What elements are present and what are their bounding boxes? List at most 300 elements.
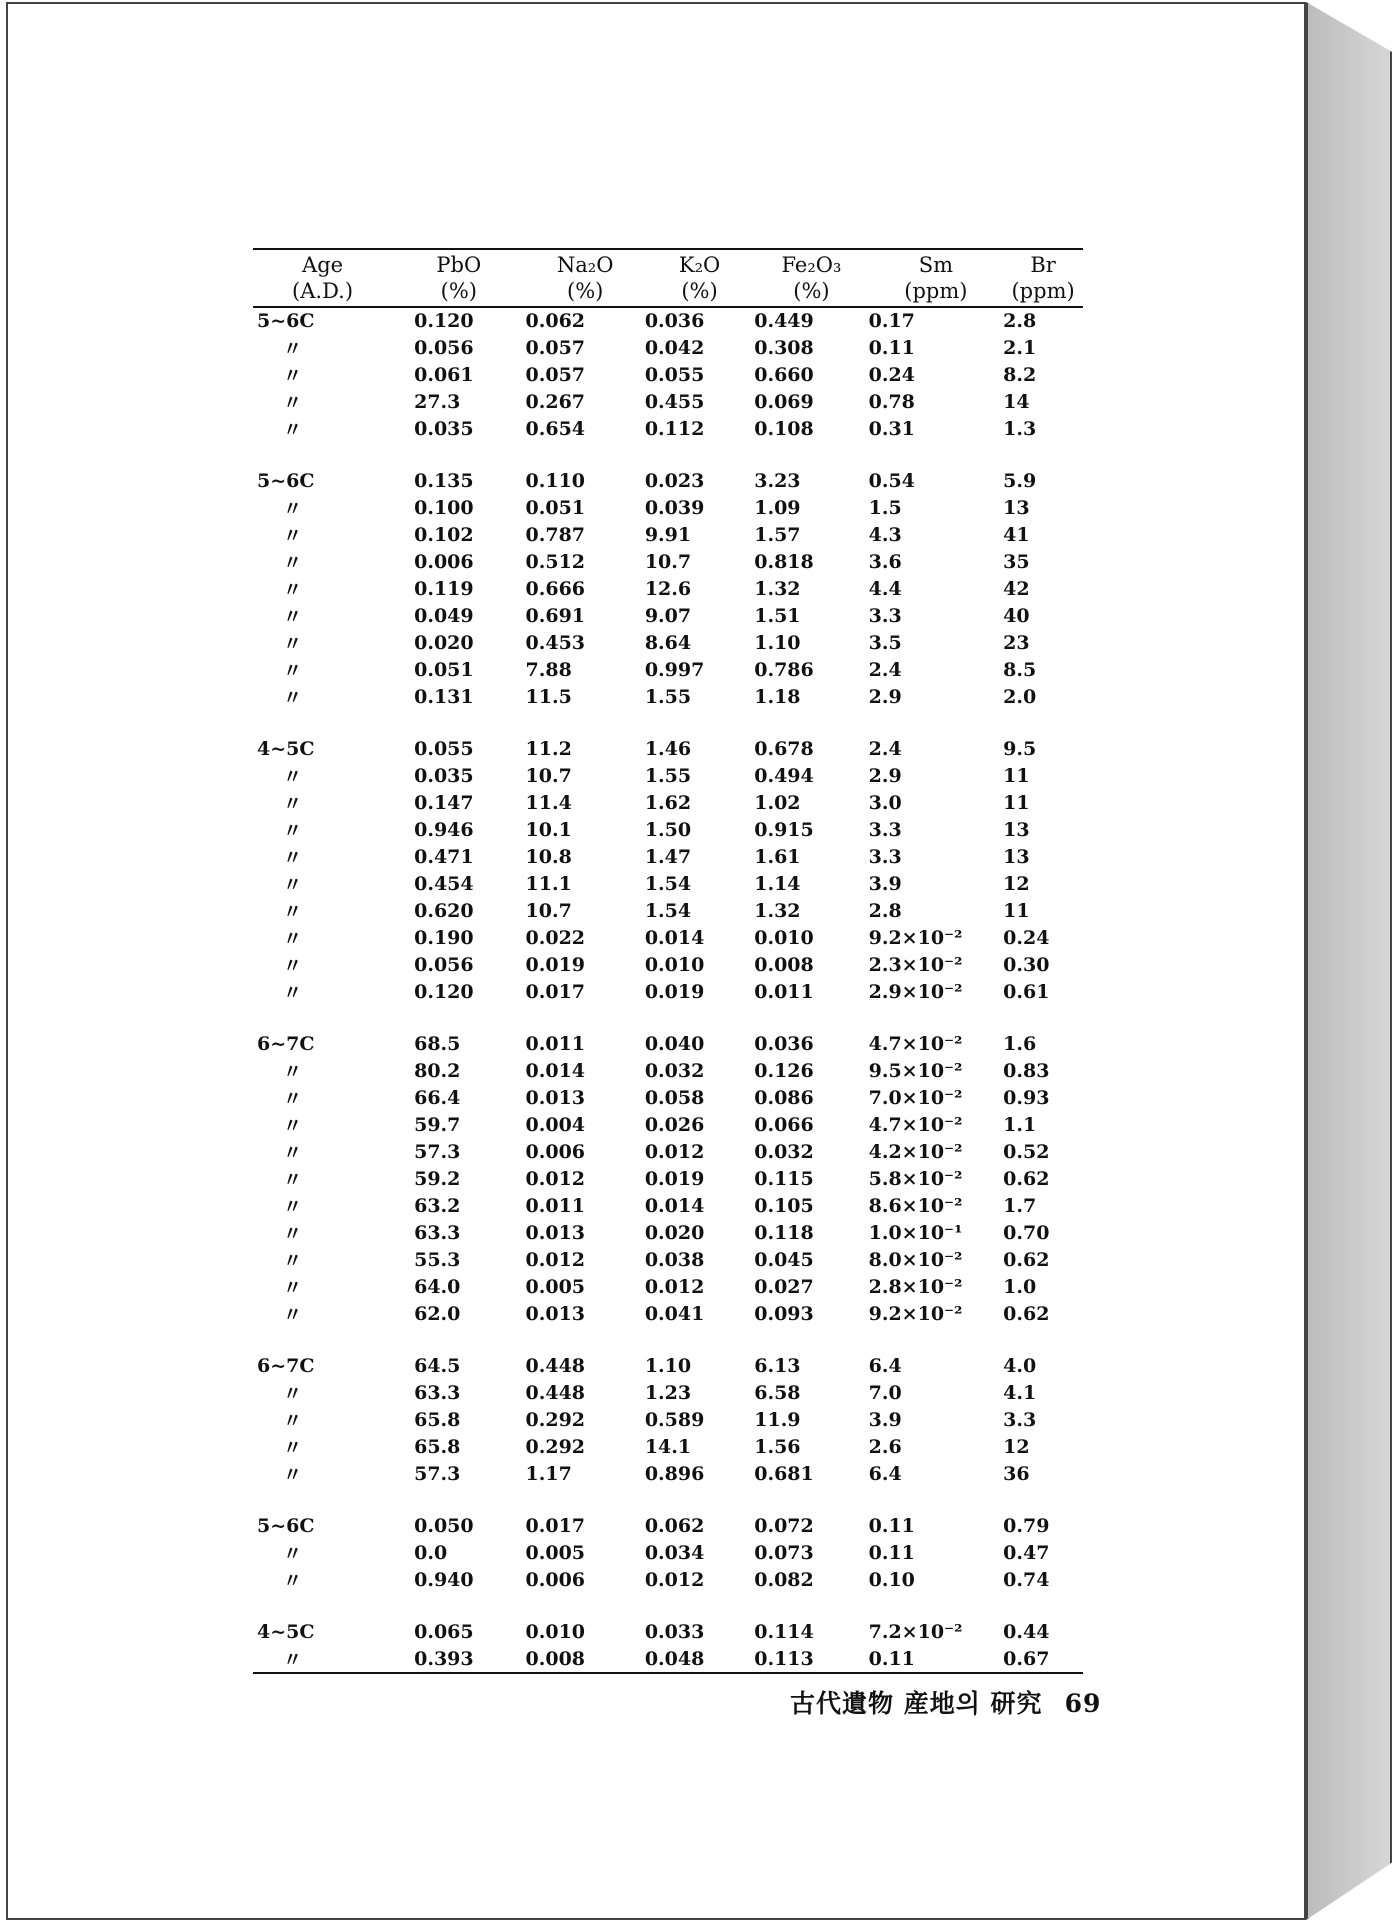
page-number: 69 bbox=[1064, 1689, 1102, 1718]
cell-k2o: 0.038 bbox=[644, 1248, 705, 1271]
cell-fe2o3: 0.126 bbox=[754, 1059, 814, 1082]
group-spacer bbox=[253, 1593, 1083, 1619]
cell-age: 〃 bbox=[283, 1115, 303, 1137]
cell-na2o: 0.011 bbox=[525, 1194, 586, 1217]
cell-pbo: 0.102 bbox=[414, 523, 474, 546]
cell-age: 〃 bbox=[283, 660, 303, 682]
cell-fe2o3: 0.113 bbox=[754, 1645, 868, 1673]
cell-pbo: 0.051 bbox=[414, 658, 474, 681]
cell-na2o: 0.062 bbox=[525, 310, 586, 332]
cell-pbo: 0.120 bbox=[414, 980, 474, 1003]
cell-sm: 2.4 bbox=[868, 658, 902, 681]
header-sm bbox=[869, 249, 1004, 307]
table-row bbox=[253, 897, 1083, 924]
cell-fe2o3: 0.818 bbox=[754, 550, 814, 573]
cell-k2o: 0.112 bbox=[644, 417, 705, 440]
table-row bbox=[253, 1513, 1083, 1539]
table-row bbox=[253, 1273, 1083, 1300]
cell-age: 〃 bbox=[283, 419, 303, 441]
cell-br: 3.3 bbox=[1003, 1408, 1037, 1431]
table-row bbox=[253, 924, 1083, 951]
cell-br: 4.0 bbox=[1003, 1355, 1037, 1377]
header-na2o-unit: (%) bbox=[567, 279, 604, 303]
table-row bbox=[253, 1619, 1083, 1645]
cell-na2o: 0.013 bbox=[525, 1221, 586, 1244]
table-row bbox=[253, 1111, 1083, 1138]
cell-na2o: 0.004 bbox=[525, 1113, 586, 1136]
cell-sm: 0.10 bbox=[868, 1568, 915, 1591]
cell-pbo: 0.100 bbox=[414, 496, 474, 519]
cell-age: 〃 bbox=[283, 687, 303, 709]
cell-age: 〃 bbox=[283, 847, 303, 869]
table-row bbox=[253, 602, 1083, 629]
cell-na2o: 0.013 bbox=[525, 1302, 586, 1325]
cell-fe2o3: 0.308 bbox=[754, 336, 814, 359]
cell-k2o: 0.010 bbox=[644, 953, 705, 976]
cell-fe2o3: 1.51 bbox=[754, 604, 801, 627]
cell-pbo: 0.020 bbox=[414, 631, 474, 654]
header-br-title: Br bbox=[1030, 253, 1056, 277]
cell-pbo: 65.8 bbox=[414, 1408, 461, 1431]
cell-pbo: 0.393 bbox=[392, 1645, 525, 1673]
table-header bbox=[253, 249, 1083, 307]
cell-na2o: 11.1 bbox=[525, 872, 572, 895]
cell-age: 4~5C bbox=[257, 1621, 315, 1643]
cell-br: 1.6 bbox=[1003, 1033, 1037, 1055]
cell-fe2o3: 0.678 bbox=[754, 738, 814, 760]
header-row bbox=[253, 249, 1083, 307]
table-row bbox=[253, 816, 1083, 843]
cell-pbo: 0.055 bbox=[414, 738, 474, 760]
cell-na2o: 0.453 bbox=[525, 631, 586, 654]
cell-na2o: 0.012 bbox=[525, 1167, 586, 1190]
cell-br: 13 bbox=[1003, 496, 1030, 519]
cell-age: 5~6C bbox=[257, 310, 315, 332]
table-row bbox=[253, 1031, 1083, 1057]
cell-pbo: 0.035 bbox=[414, 417, 474, 440]
cell-k2o: 0.058 bbox=[644, 1086, 705, 1109]
cell-sm: 6.4 bbox=[868, 1462, 902, 1485]
table-row bbox=[253, 334, 1083, 361]
cell-age: 6~7C bbox=[257, 1033, 315, 1055]
cell-br: 2.0 bbox=[1003, 685, 1037, 708]
running-title: 古代遺物 産地의 研究 bbox=[790, 1689, 1043, 1718]
cell-br: 4.1 bbox=[1003, 1381, 1037, 1404]
table-row bbox=[253, 468, 1083, 494]
cell-fe2o3: 0.069 bbox=[754, 390, 814, 413]
cell-k2o: 0.012 bbox=[644, 1140, 705, 1163]
cell-br: 9.5 bbox=[1003, 738, 1037, 760]
cell-na2o: 0.014 bbox=[525, 1059, 586, 1082]
cell-sm: 7.0×10⁻² bbox=[868, 1086, 963, 1109]
cell-sm: 4.7×10⁻² bbox=[868, 1033, 963, 1055]
table-row bbox=[253, 1084, 1083, 1111]
cell-age: 〃 bbox=[283, 1437, 303, 1459]
cell-age: 〃 bbox=[283, 1383, 303, 1405]
cell-sm: 3.5 bbox=[868, 631, 902, 654]
cell-br: 11 bbox=[1003, 791, 1030, 814]
cell-age: 〃 bbox=[283, 1543, 303, 1565]
cell-pbo: 0.190 bbox=[414, 926, 474, 949]
cell-k2o: 1.47 bbox=[644, 845, 692, 868]
cell-sm: 2.4 bbox=[868, 738, 902, 760]
cell-br: 1.7 bbox=[1003, 1194, 1037, 1217]
cell-k2o: 0.040 bbox=[644, 1033, 705, 1055]
cell-pbo: 66.4 bbox=[414, 1086, 461, 1109]
cell-k2o: 0.896 bbox=[644, 1462, 705, 1485]
cell-br: 0.30 bbox=[1003, 953, 1050, 976]
cell-pbo: 0.061 bbox=[414, 363, 474, 386]
cell-fe2o3: 0.045 bbox=[754, 1248, 814, 1271]
cell-na2o: 0.292 bbox=[525, 1408, 586, 1431]
cell-sm: 9.5×10⁻² bbox=[868, 1059, 963, 1082]
cell-br: 13 bbox=[1003, 818, 1030, 841]
cell-k2o: 0.034 bbox=[644, 1541, 705, 1564]
cell-sm: 0.17 bbox=[868, 310, 915, 332]
table-row bbox=[253, 1460, 1083, 1487]
cell-na2o: 0.013 bbox=[525, 1086, 586, 1109]
group-spacer-cell bbox=[253, 1487, 1083, 1513]
cell-br: 0.79 bbox=[1003, 1515, 1050, 1537]
cell-age: 〃 bbox=[283, 498, 303, 520]
cell-age: 〃 bbox=[283, 982, 303, 1004]
cell-k2o: 1.23 bbox=[644, 1381, 692, 1404]
group-spacer bbox=[253, 1005, 1083, 1031]
cell-br: 0.44 bbox=[1003, 1621, 1050, 1643]
cell-na2o: 0.512 bbox=[525, 550, 586, 573]
cell-k2o: 0.014 bbox=[644, 926, 705, 949]
cell-pbo: 0.471 bbox=[414, 845, 474, 868]
header-na2o-title: Na₂O bbox=[556, 253, 614, 277]
cell-k2o: 0.020 bbox=[644, 1221, 705, 1244]
cell-age: 〃 bbox=[283, 552, 303, 574]
cell-k2o: 0.026 bbox=[644, 1113, 705, 1136]
cell-br: 23 bbox=[1003, 631, 1030, 654]
cell-br: 8.5 bbox=[1003, 658, 1037, 681]
cell-k2o: 0.048 bbox=[645, 1645, 754, 1673]
cell-pbo: 59.2 bbox=[414, 1167, 461, 1190]
cell-na2o: 0.292 bbox=[525, 1435, 586, 1458]
cell-br: 0.70 bbox=[1003, 1221, 1050, 1244]
cell-pbo: 0.119 bbox=[414, 577, 474, 600]
cell-k2o: 0.019 bbox=[644, 1167, 705, 1190]
table-row bbox=[253, 843, 1083, 870]
cell-na2o: 7.88 bbox=[525, 658, 572, 681]
cell-fe2o3: 0.494 bbox=[754, 764, 814, 787]
cell-k2o: 1.54 bbox=[644, 872, 692, 895]
cell-sm: 0.31 bbox=[868, 417, 915, 440]
cell-na2o: 0.012 bbox=[525, 1248, 586, 1271]
cell-fe2o3: 1.10 bbox=[754, 631, 801, 654]
table-body bbox=[253, 307, 1083, 1673]
cell-fe2o3: 0.008 bbox=[754, 953, 814, 976]
cell-pbo: 0.131 bbox=[414, 685, 474, 708]
cell-na2o: 0.787 bbox=[525, 523, 586, 546]
cell-na2o: 0.008 bbox=[526, 1645, 645, 1673]
cell-fe2o3: 0.066 bbox=[754, 1113, 814, 1136]
cell-pbo: 68.5 bbox=[414, 1033, 461, 1055]
cell-fe2o3: 0.786 bbox=[754, 658, 814, 681]
table-row bbox=[253, 1645, 1083, 1673]
cell-k2o: 0.041 bbox=[644, 1302, 705, 1325]
cell-fe2o3: 0.915 bbox=[754, 818, 814, 841]
cell-pbo: 0.0 bbox=[414, 1541, 448, 1564]
cell-k2o: 0.019 bbox=[644, 980, 705, 1003]
cell-na2o: 11.4 bbox=[525, 791, 572, 814]
cell-sm: 4.3 bbox=[868, 523, 902, 546]
cell-age: 〃 bbox=[283, 874, 303, 896]
table-row bbox=[253, 361, 1083, 388]
cell-age: 〃 bbox=[283, 901, 303, 923]
table-row bbox=[253, 870, 1083, 897]
cell-na2o: 0.691 bbox=[525, 604, 586, 627]
cell-age: 〃 bbox=[283, 1088, 303, 1110]
header-br bbox=[1003, 249, 1083, 307]
cell-k2o: 12.6 bbox=[644, 577, 692, 600]
cell-na2o: 0.006 bbox=[525, 1140, 586, 1163]
cell-br: 11 bbox=[1003, 764, 1030, 787]
cell-fe2o3: 1.56 bbox=[754, 1435, 801, 1458]
cell-br: 0.62 bbox=[1003, 1302, 1050, 1325]
cell-br: 1.3 bbox=[1003, 417, 1037, 440]
table-row bbox=[253, 736, 1083, 762]
cell-sm: 3.9 bbox=[868, 872, 902, 895]
cell-sm: 2.6 bbox=[868, 1435, 902, 1458]
cell-br: 36 bbox=[1003, 1462, 1030, 1485]
cell-age: 〃 bbox=[283, 1061, 303, 1083]
cell-fe2o3: 11.9 bbox=[754, 1408, 801, 1431]
cell-k2o: 1.54 bbox=[644, 899, 692, 922]
cell-sm: 7.0 bbox=[868, 1381, 902, 1404]
table-row bbox=[253, 789, 1083, 816]
cell-age: 〃 bbox=[283, 525, 303, 547]
cell-fe2o3: 0.681 bbox=[754, 1462, 814, 1485]
cell-age: 〃 bbox=[283, 392, 303, 414]
group-spacer-cell bbox=[253, 1005, 1083, 1031]
cell-age: 〃 bbox=[283, 1570, 303, 1592]
cell-pbo: 0.056 bbox=[414, 953, 474, 976]
cell-fe2o3: 0.115 bbox=[754, 1167, 814, 1190]
table-row bbox=[253, 548, 1083, 575]
cell-age: 4~5C bbox=[257, 738, 315, 760]
cell-pbo: 0.006 bbox=[414, 550, 474, 573]
cell-na2o: 0.267 bbox=[525, 390, 586, 413]
table-row bbox=[253, 629, 1083, 656]
table-row bbox=[253, 307, 1083, 334]
cell-age: 〃 bbox=[283, 579, 303, 601]
cell-pbo: 63.3 bbox=[414, 1221, 461, 1244]
cell-sm: 2.8 bbox=[868, 899, 902, 922]
cell-sm: 3.6 bbox=[868, 550, 902, 573]
cell-sm: 2.8×10⁻² bbox=[868, 1275, 963, 1298]
cell-age: 〃 bbox=[283, 1142, 303, 1164]
cell-br: 0.24 bbox=[1003, 926, 1050, 949]
cell-k2o: 1.10 bbox=[644, 1355, 692, 1377]
table-row bbox=[253, 1165, 1083, 1192]
page-footer bbox=[790, 1684, 1101, 1720]
cell-br: 2.8 bbox=[1003, 310, 1037, 332]
cell-sm: 2.9 bbox=[868, 764, 902, 787]
cell-k2o: 1.46 bbox=[644, 738, 692, 760]
group-spacer-cell bbox=[253, 442, 1083, 468]
cell-sm: 9.2×10⁻² bbox=[868, 926, 963, 949]
cell-pbo: 0.940 bbox=[414, 1568, 474, 1591]
header-fe2o3-unit: (%) bbox=[793, 279, 830, 303]
cell-na2o: 0.010 bbox=[525, 1621, 586, 1643]
cell-k2o: 1.55 bbox=[644, 685, 692, 708]
cell-age: 〃 bbox=[283, 1250, 303, 1272]
cell-age: 〃 bbox=[283, 793, 303, 815]
cell-pbo: 64.0 bbox=[414, 1275, 461, 1298]
cell-na2o: 0.005 bbox=[525, 1541, 586, 1564]
cell-fe2o3: 0.027 bbox=[754, 1275, 814, 1298]
cell-br: 11 bbox=[1003, 899, 1030, 922]
cell-k2o: 0.012 bbox=[644, 1568, 705, 1591]
cell-sm: 0.78 bbox=[868, 390, 915, 413]
cell-sm: 8.6×10⁻² bbox=[868, 1194, 963, 1217]
cell-pbo: 0.620 bbox=[414, 899, 474, 922]
cell-na2o: 1.17 bbox=[525, 1462, 572, 1485]
group-spacer-cell bbox=[253, 710, 1083, 736]
cell-age: 〃 bbox=[253, 1645, 392, 1673]
cell-sm: 3.3 bbox=[868, 818, 902, 841]
header-age-title: Age bbox=[302, 253, 344, 277]
cell-k2o: 9.07 bbox=[644, 604, 692, 627]
cell-k2o: 0.023 bbox=[644, 470, 705, 492]
cell-na2o: 0.006 bbox=[525, 1568, 586, 1591]
cell-na2o: 10.8 bbox=[525, 845, 572, 868]
group-spacer bbox=[253, 1327, 1083, 1353]
header-fe2o3-title: Fe₂O₃ bbox=[781, 253, 842, 277]
group-spacer-cell bbox=[253, 1327, 1083, 1353]
cell-age: 6~7C bbox=[257, 1355, 315, 1377]
cell-fe2o3: 1.61 bbox=[754, 845, 801, 868]
cell-k2o: 8.64 bbox=[644, 631, 692, 654]
cell-br: 2.1 bbox=[1003, 336, 1037, 359]
cell-k2o: 0.012 bbox=[644, 1275, 705, 1298]
cell-age: 〃 bbox=[283, 633, 303, 655]
cell-k2o: 9.91 bbox=[644, 523, 692, 546]
cell-na2o: 10.1 bbox=[525, 818, 572, 841]
cell-k2o: 0.033 bbox=[644, 1621, 705, 1643]
cell-br: 35 bbox=[1003, 550, 1030, 573]
cell-fe2o3: 0.072 bbox=[754, 1515, 814, 1537]
cell-br: 0.62 bbox=[1003, 1248, 1050, 1271]
table-row bbox=[253, 415, 1083, 442]
cell-sm: 4.4 bbox=[868, 577, 902, 600]
cell-pbo: 0.056 bbox=[414, 336, 474, 359]
header-pbo-unit: (%) bbox=[440, 279, 477, 303]
table-row bbox=[253, 1219, 1083, 1246]
table-row bbox=[253, 494, 1083, 521]
table-row bbox=[253, 951, 1083, 978]
cell-pbo: 0.049 bbox=[414, 604, 474, 627]
cell-sm: 0.11 bbox=[868, 336, 915, 359]
cell-age: 〃 bbox=[283, 1277, 303, 1299]
cell-k2o: 0.055 bbox=[644, 363, 705, 386]
cell-sm: 1.5 bbox=[868, 496, 902, 519]
cell-pbo: 80.2 bbox=[414, 1059, 461, 1082]
cell-br: 13 bbox=[1003, 845, 1030, 868]
cell-fe2o3: 1.09 bbox=[754, 496, 801, 519]
cell-na2o: 0.666 bbox=[525, 577, 586, 600]
cell-k2o: 0.997 bbox=[644, 658, 705, 681]
cell-sm: 0.11 bbox=[868, 1515, 915, 1537]
cell-na2o: 10.7 bbox=[525, 899, 572, 922]
cell-br: 0.74 bbox=[1003, 1568, 1050, 1591]
table-row bbox=[253, 1566, 1083, 1593]
table-row bbox=[253, 762, 1083, 789]
cell-sm: 0.24 bbox=[868, 363, 915, 386]
group-spacer bbox=[253, 442, 1083, 468]
table-row bbox=[253, 1246, 1083, 1273]
cell-age: 〃 bbox=[283, 365, 303, 387]
cell-na2o: 0.017 bbox=[525, 1515, 586, 1537]
cell-k2o: 0.032 bbox=[644, 1059, 705, 1082]
cell-fe2o3: 0.108 bbox=[754, 417, 814, 440]
cell-pbo: 0.454 bbox=[414, 872, 474, 895]
group-spacer bbox=[253, 710, 1083, 736]
table-row bbox=[253, 978, 1083, 1005]
cell-sm: 0.11 bbox=[868, 1541, 915, 1564]
header-pbo bbox=[392, 249, 525, 307]
cell-age: 〃 bbox=[283, 955, 303, 977]
cell-fe2o3: 0.105 bbox=[754, 1194, 814, 1217]
cell-sm: 9.2×10⁻² bbox=[868, 1302, 963, 1325]
cell-pbo: 0.135 bbox=[414, 470, 474, 492]
page-edge bbox=[1306, 2, 1392, 1920]
group-spacer-cell bbox=[253, 1593, 1083, 1619]
table-row bbox=[253, 656, 1083, 683]
cell-fe2o3: 0.010 bbox=[754, 926, 814, 949]
cell-k2o: 1.55 bbox=[644, 764, 692, 787]
cell-k2o: 0.042 bbox=[644, 336, 705, 359]
cell-na2o: 11.5 bbox=[525, 685, 572, 708]
header-na2o bbox=[526, 249, 645, 307]
header-k2o-title: K₂O bbox=[678, 253, 721, 277]
cell-fe2o3: 0.011 bbox=[754, 980, 814, 1003]
cell-br: 40 bbox=[1003, 604, 1030, 627]
cell-fe2o3: 1.57 bbox=[754, 523, 801, 546]
cell-na2o: 0.005 bbox=[525, 1275, 586, 1298]
cell-na2o: 0.057 bbox=[525, 363, 586, 386]
cell-age: 5~6C bbox=[257, 470, 315, 492]
cell-pbo: 57.3 bbox=[414, 1140, 461, 1163]
cell-age: 〃 bbox=[283, 820, 303, 842]
cell-sm: 0.11 bbox=[869, 1645, 1004, 1673]
cell-fe2o3: 1.32 bbox=[754, 899, 801, 922]
header-sm-unit: (ppm) bbox=[904, 279, 968, 303]
cell-br: 0.61 bbox=[1003, 980, 1050, 1003]
cell-na2o: 0.019 bbox=[525, 953, 586, 976]
cell-br: 1.0 bbox=[1003, 1275, 1037, 1298]
cell-na2o: 0.448 bbox=[525, 1355, 586, 1377]
cell-pbo: 0.147 bbox=[414, 791, 474, 814]
header-k2o bbox=[645, 249, 754, 307]
cell-age: 〃 bbox=[283, 338, 303, 360]
cell-fe2o3: 0.114 bbox=[754, 1621, 814, 1643]
cell-age: 5~6C bbox=[257, 1515, 315, 1537]
cell-k2o: 0.062 bbox=[644, 1515, 705, 1537]
table-row bbox=[253, 1057, 1083, 1084]
header-sm-title: Sm bbox=[918, 253, 954, 277]
cell-sm: 5.8×10⁻² bbox=[868, 1167, 963, 1190]
cell-pbo: 63.2 bbox=[414, 1194, 461, 1217]
header-fe2o3 bbox=[754, 249, 868, 307]
cell-na2o: 11.2 bbox=[525, 738, 572, 760]
header-pbo-title: PbO bbox=[436, 253, 482, 277]
cell-pbo: 0.065 bbox=[414, 1621, 474, 1643]
